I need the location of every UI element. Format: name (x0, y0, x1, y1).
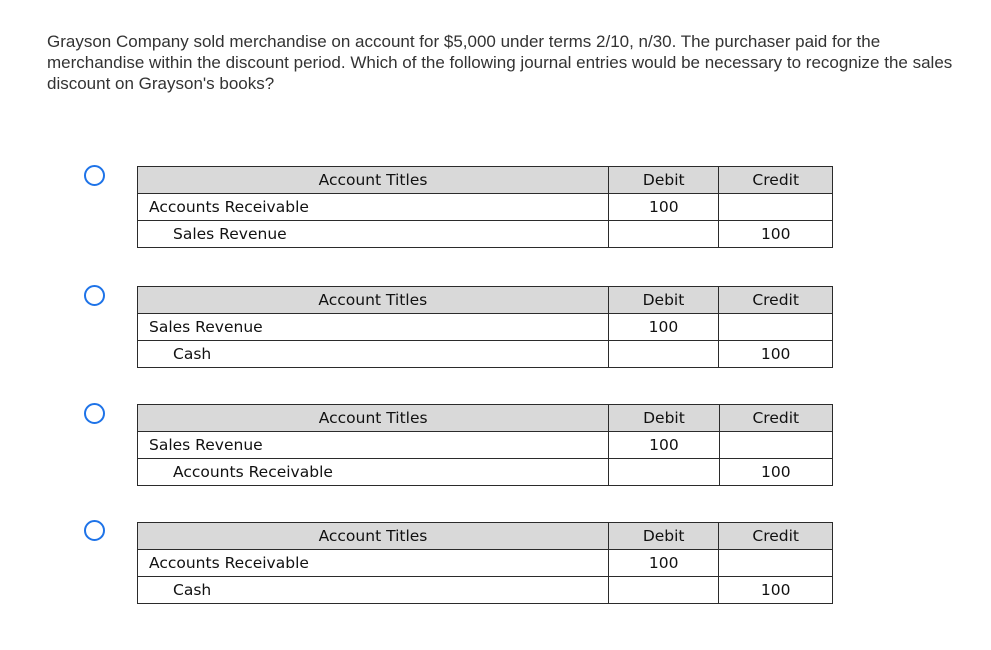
credit-account: Cash (138, 341, 609, 368)
debit-row (138, 314, 833, 341)
empty-cell (608, 341, 719, 368)
credit-header: Credit (719, 167, 833, 194)
table-header-row (138, 287, 833, 314)
debit-account: Accounts Receivable (138, 194, 609, 221)
empty-cell (608, 577, 718, 604)
radio-button[interactable] (84, 165, 105, 186)
credit-account: Cash (138, 577, 609, 604)
credit-account: Accounts Receivable (138, 459, 609, 486)
journal-entry-table (137, 166, 833, 248)
answer-option-2[interactable] (0, 285, 991, 385)
credit-account: Sales Revenue (138, 221, 609, 248)
answer-option-4[interactable] (0, 520, 991, 620)
credit-header: Credit (719, 287, 833, 314)
debit-amount: 100 (608, 314, 719, 341)
journal-entry-table (137, 404, 833, 486)
credit-amount: 100 (719, 221, 833, 248)
debit-amount: 100 (609, 432, 719, 459)
debit-amount: 100 (608, 550, 718, 577)
credit-row (138, 459, 833, 486)
debit-header: Debit (608, 287, 719, 314)
radio-button[interactable] (84, 403, 105, 424)
question-text: Grayson Company sold merchandise on account for $5,000 under terms 2/10, n/30. The purchaser paid for the merchandise within the discount period. Which of the following journal entries would be necessary to recognize the sales discount on Grayson's books? (47, 32, 953, 93)
debit-header: Debit (609, 405, 719, 432)
credit-row (138, 341, 833, 368)
table-header-row (138, 523, 833, 550)
empty-cell (719, 194, 833, 221)
debit-row (138, 550, 833, 577)
credit-amount: 100 (719, 341, 833, 368)
debit-header: Debit (609, 167, 719, 194)
radio-button[interactable] (84, 520, 105, 541)
answer-option-1[interactable] (0, 165, 991, 265)
journal-entry-table (137, 286, 833, 368)
answer-option-3[interactable] (0, 403, 991, 503)
table-header-row (138, 167, 833, 194)
account-titles-header: Account Titles (138, 405, 609, 432)
empty-cell (609, 459, 719, 486)
account-titles-header: Account Titles (138, 287, 609, 314)
empty-cell (719, 432, 832, 459)
debit-account: Sales Revenue (138, 432, 609, 459)
empty-cell (719, 550, 833, 577)
credit-row (138, 577, 833, 604)
debit-row (138, 432, 833, 459)
account-titles-header: Account Titles (138, 523, 609, 550)
credit-header: Credit (719, 523, 833, 550)
empty-cell (719, 314, 833, 341)
debit-account: Sales Revenue (138, 314, 609, 341)
debit-amount: 100 (609, 194, 719, 221)
debit-account: Accounts Receivable (138, 550, 609, 577)
account-titles-header: Account Titles (138, 167, 609, 194)
credit-amount: 100 (719, 577, 833, 604)
radio-button[interactable] (84, 285, 105, 306)
credit-amount: 100 (719, 459, 832, 486)
credit-header: Credit (719, 405, 832, 432)
empty-cell (609, 221, 719, 248)
journal-entry-table (137, 522, 833, 604)
debit-header: Debit (608, 523, 718, 550)
table-header-row (138, 405, 833, 432)
credit-row (138, 221, 833, 248)
debit-row (138, 194, 833, 221)
